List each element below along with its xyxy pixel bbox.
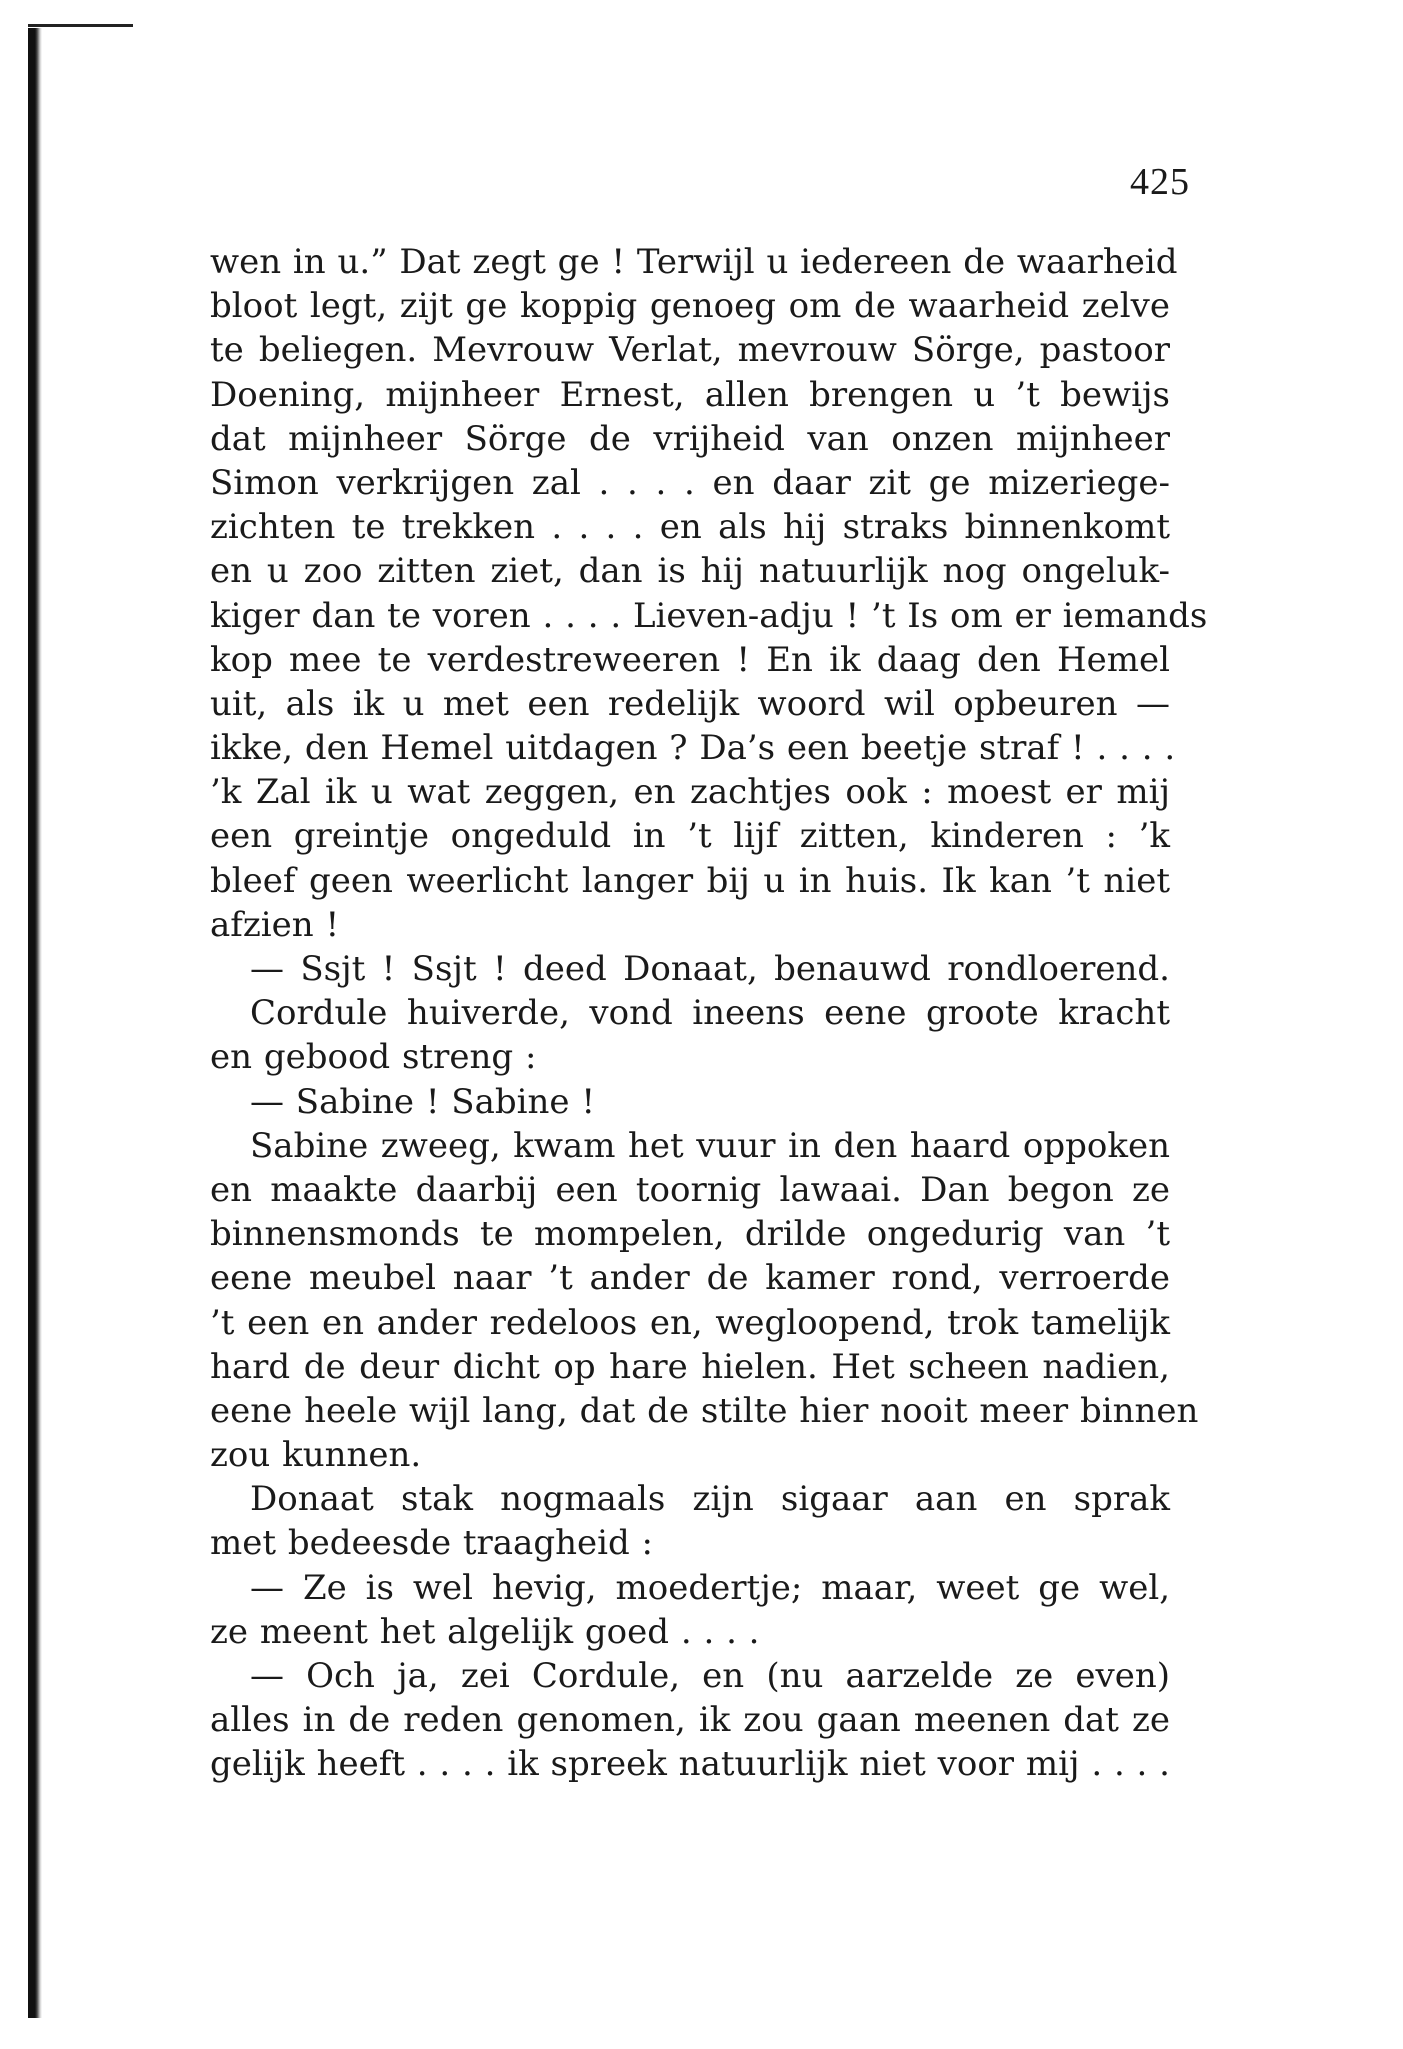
text-line: Cordule huiverde, vond ineens eene groote kracht	[250, 993, 1170, 1034]
text-line: met bedeesde traagheid :	[210, 1523, 654, 1564]
body-text	[210, 240, 1208, 1787]
text-line: kiger dan te voren . . . . Lieven-adju ! ’t Is om er iemands	[210, 595, 1208, 636]
text-line: en u zoo zitten ziet, dan is hij natuurlijk nog ongeluk-	[210, 551, 1170, 592]
text-line: en maakte daarbij een toornig lawaai. Dan begon ze	[210, 1169, 1170, 1210]
text-line: zou kunnen.	[210, 1435, 422, 1476]
text-line: kop mee te verdestreweeren ! En ik daag den Hemel	[210, 639, 1170, 680]
text-line: — Ssjt ! Ssjt ! deed Donaat, benauwd rondloerend.	[250, 949, 1170, 989]
text-line: ikke, den Hemel uitdagen ? Da’s een beetje straf ! . . . .	[210, 728, 1176, 769]
text-line: te beliegen. Mevrouw Verlat, mevrouw Sörge, pastoor	[210, 330, 1170, 371]
text-line: ze meent het algelijk goed . . . .	[210, 1611, 760, 1652]
text-line: eene meubel naar ’t ander de kamer rond, verroerde	[210, 1258, 1170, 1299]
text-line: hard de deur dicht op hare hielen. Het scheen nadien,	[210, 1346, 1170, 1387]
text-line: Sabine zweeg, kwam het vuur in den haard oppoken	[250, 1125, 1170, 1166]
text-line: zichten te trekken . . . . en als hij straks binnenkomt	[210, 507, 1170, 548]
text-line: Doening, mijnheer Ernest, allen brengen u ’t bewijs	[210, 374, 1170, 415]
text-line: — Och ja, zei Cordule, en (nu aarzelde ze even)	[250, 1656, 1170, 1696]
text-line: wen in u.” Dat zegt ge ! Terwijl u iedereen de waarheid	[210, 242, 1178, 282]
text-line: Donaat stak nogmaals zijn sigaar aan en sprak	[250, 1479, 1170, 1520]
binding-edge	[28, 28, 42, 2018]
text-line: afzien !	[210, 904, 340, 945]
text-line: ’k Zal ik u wat zeggen, en zachtjes ook : moest er mij	[210, 772, 1170, 813]
text-line: bleef geen weerlicht langer bij u in huis. Ik kan ’t niet	[210, 860, 1170, 901]
text-line: en gebood streng :	[210, 1037, 537, 1078]
text-line: Simon verkrijgen zal . . . . en daar zit ge mizeriege-	[210, 462, 1170, 503]
text-line: dat mijnheer Sörge de vrijheid van onzen mijnheer	[210, 418, 1170, 459]
text-line: — Ze is wel hevig, moedertje; maar, weet ge wel,	[250, 1567, 1170, 1608]
text-line: bloot legt, zijt ge koppig genoeg om de waarheid zelve	[210, 286, 1170, 327]
text-line: — Sabine ! Sabine !	[250, 1081, 595, 1122]
text-line: ’t een en ander redeloos en, wegloopend, trok tamelijk	[210, 1302, 1170, 1343]
text-line: uit, als ik u met een redelijk woord wil opbeuren —	[210, 683, 1170, 724]
page-number: 425	[1130, 161, 1190, 203]
text-line: alles in de reden genomen, ik zou gaan meenen dat ze	[210, 1700, 1170, 1741]
text-line: een greintje ongeduld in ’t lijf zitten, kinderen : ’k	[210, 816, 1170, 857]
text-line: eene heele wijl lang, dat de stilte hier nooit meer binnen	[210, 1390, 1199, 1431]
page-top-rule	[28, 24, 133, 27]
text-line: gelijk heeft . . . . ik spreek natuurlijk niet voor mij . . . .	[210, 1744, 1170, 1785]
text-line: binnensmonds te mompelen, drilde ongedurig van ’t	[210, 1214, 1170, 1255]
